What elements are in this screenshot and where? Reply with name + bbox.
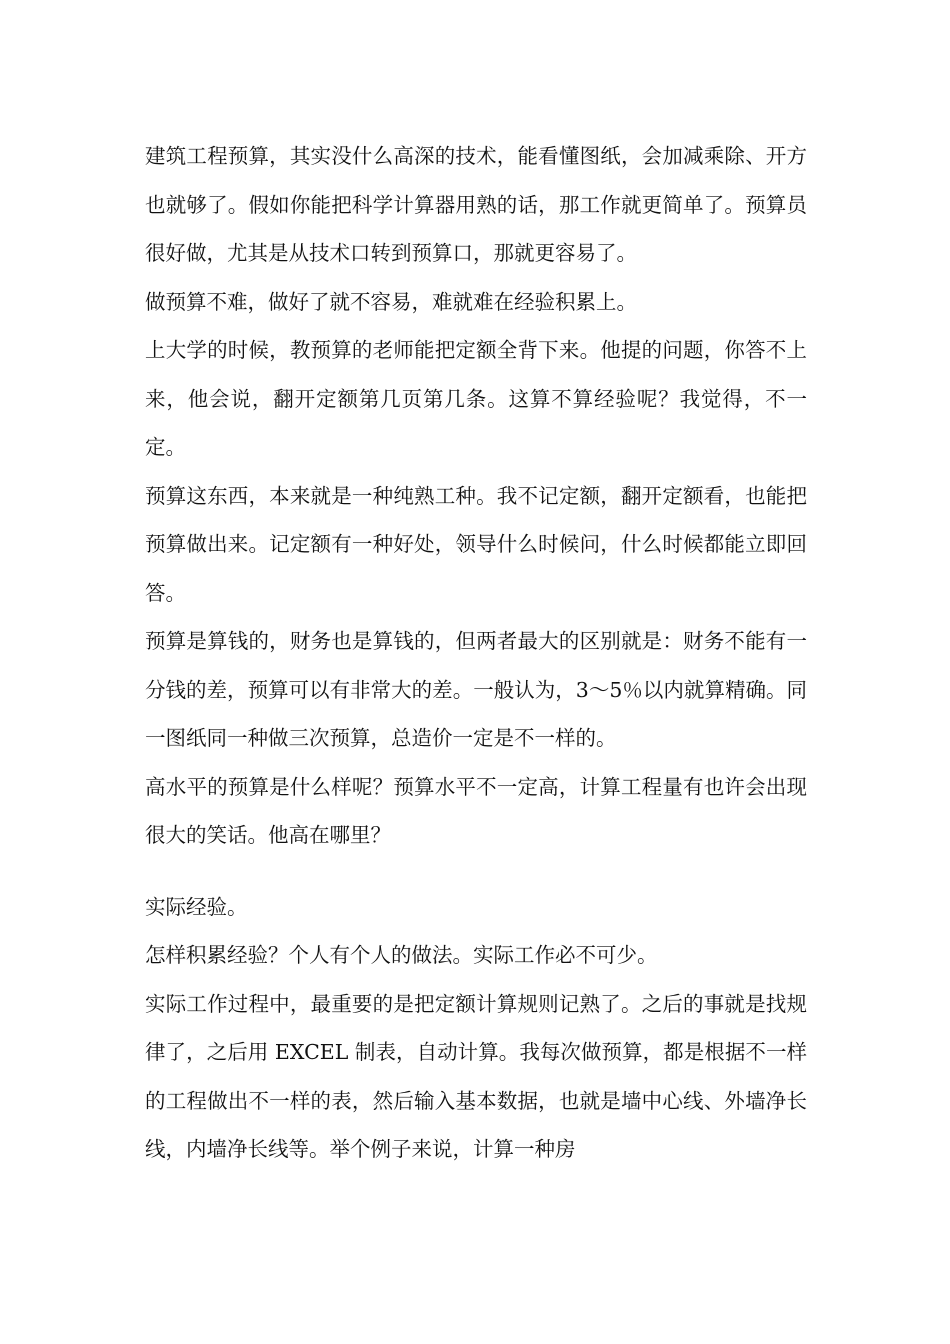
paragraph-practical: 实际经验。 bbox=[145, 894, 248, 919]
paragraph-process: 实际工作过程中，最重要的是把定额计算规则记熟了。之后的事就是找规律了，之后用 EXCEL 制表，自动计算。我每次做预算，都是根据不一样的工程做出不一样的表，然后输入基本数据，也就是墙中心线、外墙净长线，内墙净长线等。举个例子来说，计算一种房 bbox=[145, 991, 807, 1161]
paragraph-experience: 做预算不难，做好了就不容易，难就难在经验积累上。 bbox=[145, 289, 637, 314]
paragraph-teacher: 上大学的时候，教预算的老师能把定额全背下来。他提的问题，你答不上来，他会说，翻开定额第几页第几条。这算不算经验呢？我觉得，不一定。 bbox=[145, 338, 807, 459]
document-body bbox=[145, 132, 807, 1174]
paragraph-accumulate: 怎样积累经验？个人有个人的做法。实际工作必不可少。 bbox=[145, 943, 658, 967]
paragraph-intro: 建筑工程预算，其实没什么高深的技术，能看懂图纸，会加减乘除、开方也就够了。假如你能把科学计算器用熟的话，那工作就更简单了。预算员很好做，尤其是从技术口转到预算口，那就更容易了。 bbox=[145, 144, 807, 265]
paragraph-skill: 预算这东西，本来就是一种纯熟工种。我不记定额，翻开定额看，也能把预算做出来。记定额有一种好处，领导什么时候问，什么时候都能立即回答。 bbox=[145, 483, 807, 605]
paragraph-finance: 预算是算钱的，财务也是算钱的，但两者最大的区别就是：财务不能有一分钱的差，预算可以有非常大的差。一般认为，3～5％以内就算精确。同一图纸同一种做三次预算，总造价一定是不一样的。 bbox=[145, 629, 807, 750]
paragraph-high-level: 高水平的预算是什么样呢？预算水平不一定高，计算工程量有也许会出现很大的笑话。他高在哪里？ bbox=[145, 774, 807, 847]
